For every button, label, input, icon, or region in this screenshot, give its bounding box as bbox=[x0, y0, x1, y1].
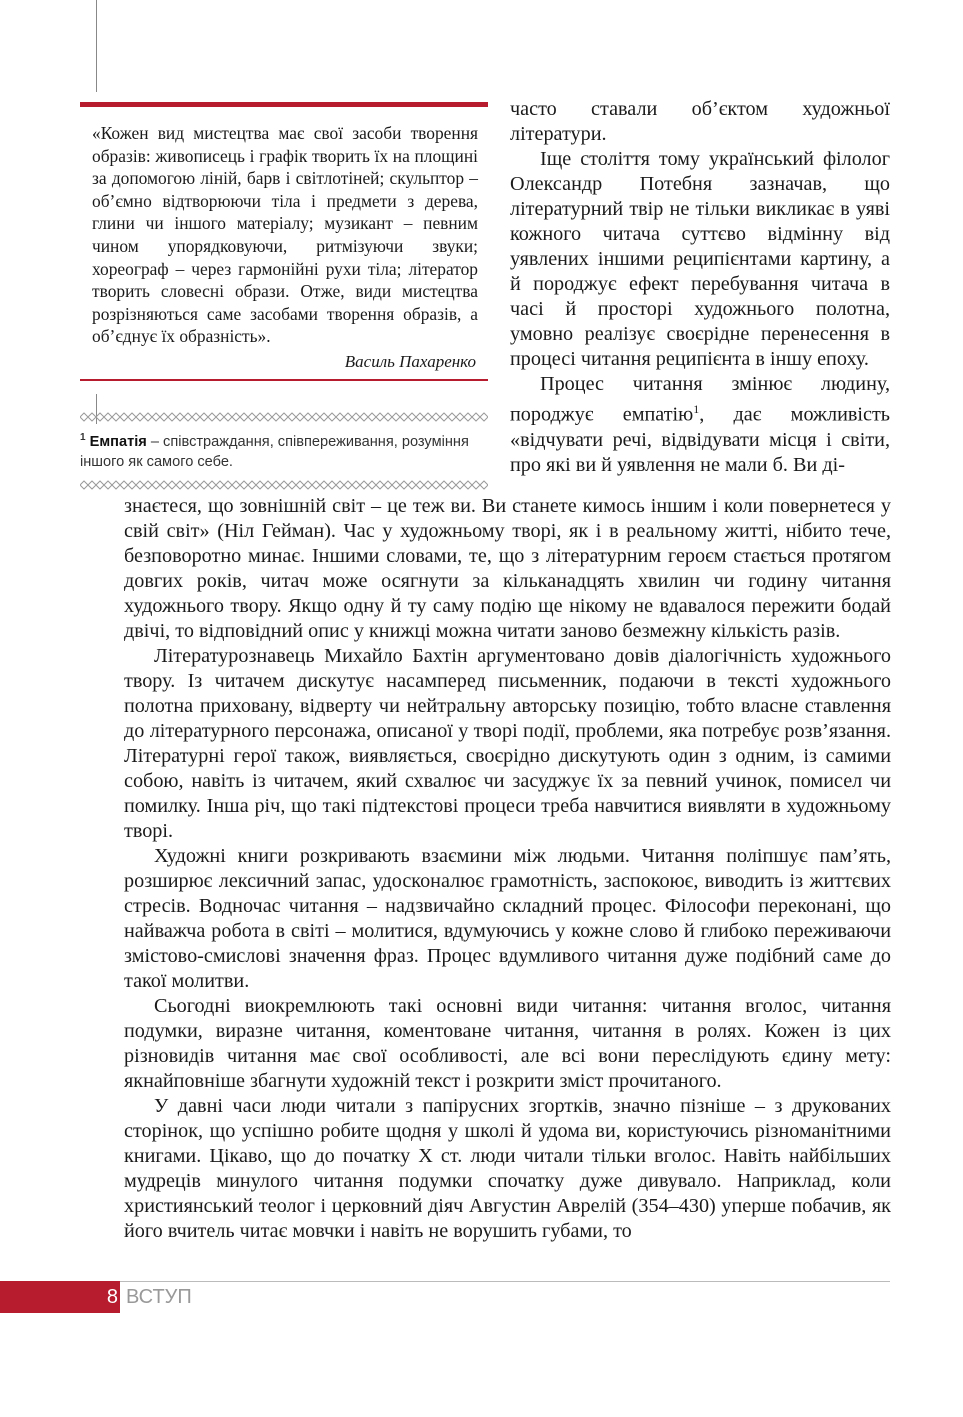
margin-line bbox=[96, 0, 97, 92]
paragraph-empathy bbox=[510, 372, 890, 478]
paragraph-books: Художні книги розкривають взаємини між людьми. Читання поліпшує пам’ять, розширює лексичний запас, удосконалює грамотність, заспокоює, виводить із життєвих стресів. Водночас читання – надзвичайно складний процес. Філософи переконані, що найважча робота в світі – молитися, вдумуючись у кожне слово й глибоко переживаючи змістово-смислові значення фраз. Процес вдумливого читання дуже подібний саме до такої молитви. bbox=[124, 845, 891, 992]
quote-bottom-rule bbox=[80, 379, 488, 381]
quote-author: Василь Пахаренко bbox=[344, 351, 476, 371]
paragraph-empathy-text: Процес читання змінює людину, породжує емпатію bbox=[510, 373, 890, 426]
paragraph-reading-types: Сьогодні виокремлюють такі основні види читання: читання вголос, читання подумки, виразне читання, коментоване читання, читання в ролях. Кожен із цих різновидів читання має свої особливості, але всі вони переслідують єдину мету: якнайповніше збагнути художній текст і розкрити зміст прочитаного. bbox=[124, 995, 891, 1092]
footnote-reference: 1 bbox=[693, 402, 700, 416]
footnote-term: Емпатія bbox=[89, 433, 147, 450]
quote-box bbox=[80, 102, 488, 381]
quote-text: «Кожен вид мистецтва має свої засоби творення образів: живописець і графік творить їх на площині за допомогою ліній, барв і світлотіней; скульптор – об’ємно відтворюючи тіла і предмети з дерева, глини чи іншого матеріалу; музикант – певним чином упорядковуючи, ритмізуючи звуки; хореограф – через гармонійні рухи тіла; літератор творить словесні образи. Отже, види мистецтва розрізняються саме засобами творення образів, а об’єднує їх образність». bbox=[92, 123, 478, 347]
paragraph-empathy-text-after: , дає можливість «відчувати речі, відвідувати місця і світи, про які ви й уявлення не мали б. Ви ді- bbox=[510, 403, 891, 476]
paragraph-history: У давні часи люди читали з папірусних згортків, значно пізніше – з друкованих сторінок, що успішно робите щодня у школі й удома ви, користуючись різноманітними книгами. Цікаво, що до початку Х ст. люди читали тільки вголос. Навіть найбільших мудреців минулого читання подумки спочатку дуже дивувало. Наприклад, коли християнський теолог і церковний діяч Августин Аврелій (354–430) уперше побачив, як його вчитель читає мовчки і навіть не ворушить губами, то bbox=[124, 1095, 891, 1242]
right-column bbox=[510, 97, 890, 478]
footnote-number: 1 bbox=[80, 432, 86, 443]
paragraph-bakhtin: Літературознавець Михайло Бахтін аргументовано довів діалогічність художнього твору. Із читачем дискутує насамперед письменник, подаючи в тексті художнього полотна приховану, відверту чи нейтральну авторську позицію, тобто власне ставлення до літературного персонажа, описаної у творі події, проблеми, яка потребує розв’язання. Літературні герої також, виявляється, своєрідно дискутують один з одним, із самими собою, навіть із читачем, який схвалює чи засуджує їх за певний учинок, помисел чи помилку. Інша річ, що такі підтекстові процеси треба навчитися виявляти в художньому творі. bbox=[124, 645, 891, 842]
main-text bbox=[124, 494, 891, 1244]
section-title: ВСТУП bbox=[126, 1286, 192, 1308]
footnote-top-divider bbox=[80, 412, 488, 422]
footer-rule bbox=[120, 1281, 890, 1282]
footnote-bottom-divider bbox=[80, 480, 488, 490]
page-number: 8 bbox=[106, 1286, 118, 1308]
paragraph-potebnia: Іще століття тому український філолог Олександр Потебня зазначав, що літературний твір не тільки викликає в уяві кожного читача суттєво відмінну від уявлених іншими реципієнтами картину, а й породжує ефект перебування читача в часі й просторі художнього полотна, умовно реалізує своєрідне перенесення в процесі читання реципієнта в іншу епоху. bbox=[510, 148, 890, 370]
footnote-definition: – співстраждання, співпереживання, розуміння іншого як самого себе. bbox=[80, 433, 469, 470]
paragraph-gaiman: знаєтеся, що зовнішній світ – це теж ви. Ви станете кимось іншим і коли повернетеся у свій світ» (Ніл Гейман). Час у художньому творі, як і в реальному житті, нібито тече, безповоротно минає. Іншими словами, те, що з літературним героєм стається протягом довгих років, читач може осягнути за кільканадцять хвилин чи годину читання художнього твору. Якщо одну й ту саму подію ще нікому не вдавалося пережити бодай двічі, то відповідний опис у книжці можна читати заново безмежну кількість разів. bbox=[124, 495, 891, 642]
footnote bbox=[80, 428, 488, 472]
paragraph-continuation: часто ставали об’єктом художньої літератури. bbox=[510, 98, 890, 145]
